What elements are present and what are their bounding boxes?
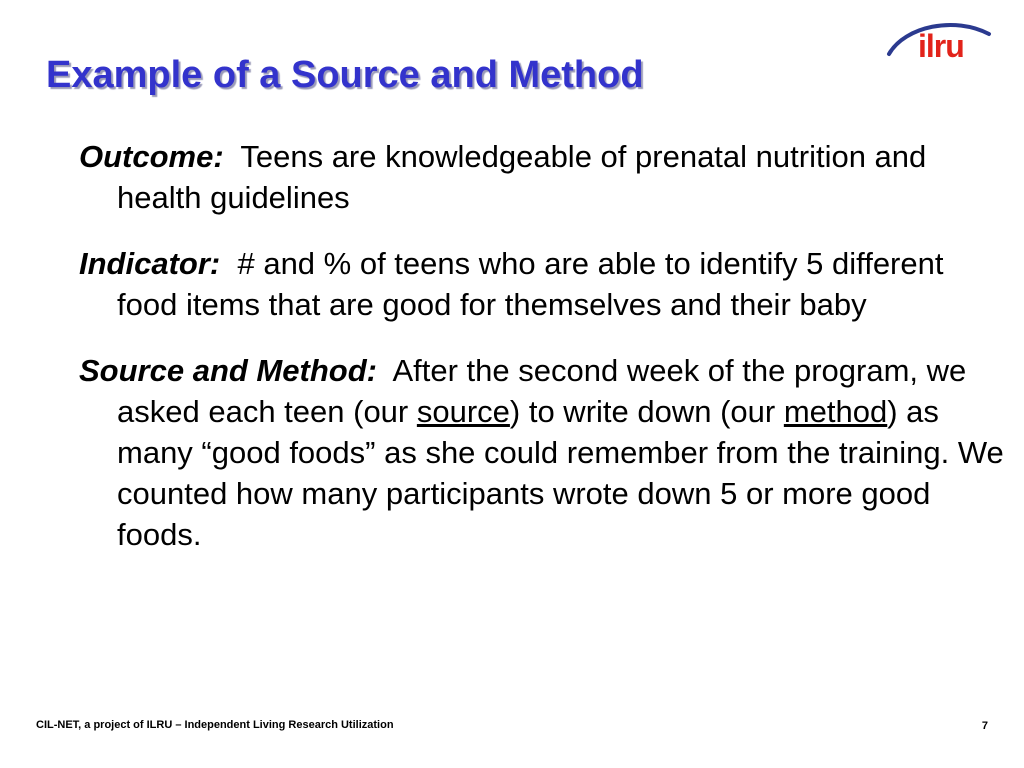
source-method-text-3: ) as many “good foods” as she could remember from the training. We counted how many participants wrote down 5 or more good foods.: [117, 394, 1004, 552]
source-method-label: Source and Method:: [79, 353, 377, 388]
indicator-label: Indicator:: [79, 246, 221, 281]
source-method-paragraph: [79, 350, 1009, 555]
outcome-label: Outcome:: [79, 139, 224, 174]
page-number: 7: [981, 720, 988, 732]
page-title: Example of a Source and Method: [46, 54, 644, 96]
indicator-text: # and % of teens who are able to identify 5 different food items that are good for themselves and their baby: [117, 246, 944, 322]
source-method-text-1: After the second week of the program, we asked each teen (our: [117, 353, 967, 429]
indicator-paragraph: [79, 243, 1009, 325]
source-word: source: [416, 394, 510, 429]
logo-text: ilru: [918, 28, 964, 64]
outcome-paragraph: [79, 136, 1009, 218]
source-method-text-2: ) to write down (our: [509, 394, 784, 429]
outcome-text: Teens are knowledgeable of prenatal nutrition and health guidelines: [117, 139, 927, 215]
method-word: method: [783, 394, 888, 429]
slide-body: [79, 136, 1009, 580]
footer-text: CIL-NET, a project of ILRU – Independent Living Research Utilization: [36, 719, 394, 731]
